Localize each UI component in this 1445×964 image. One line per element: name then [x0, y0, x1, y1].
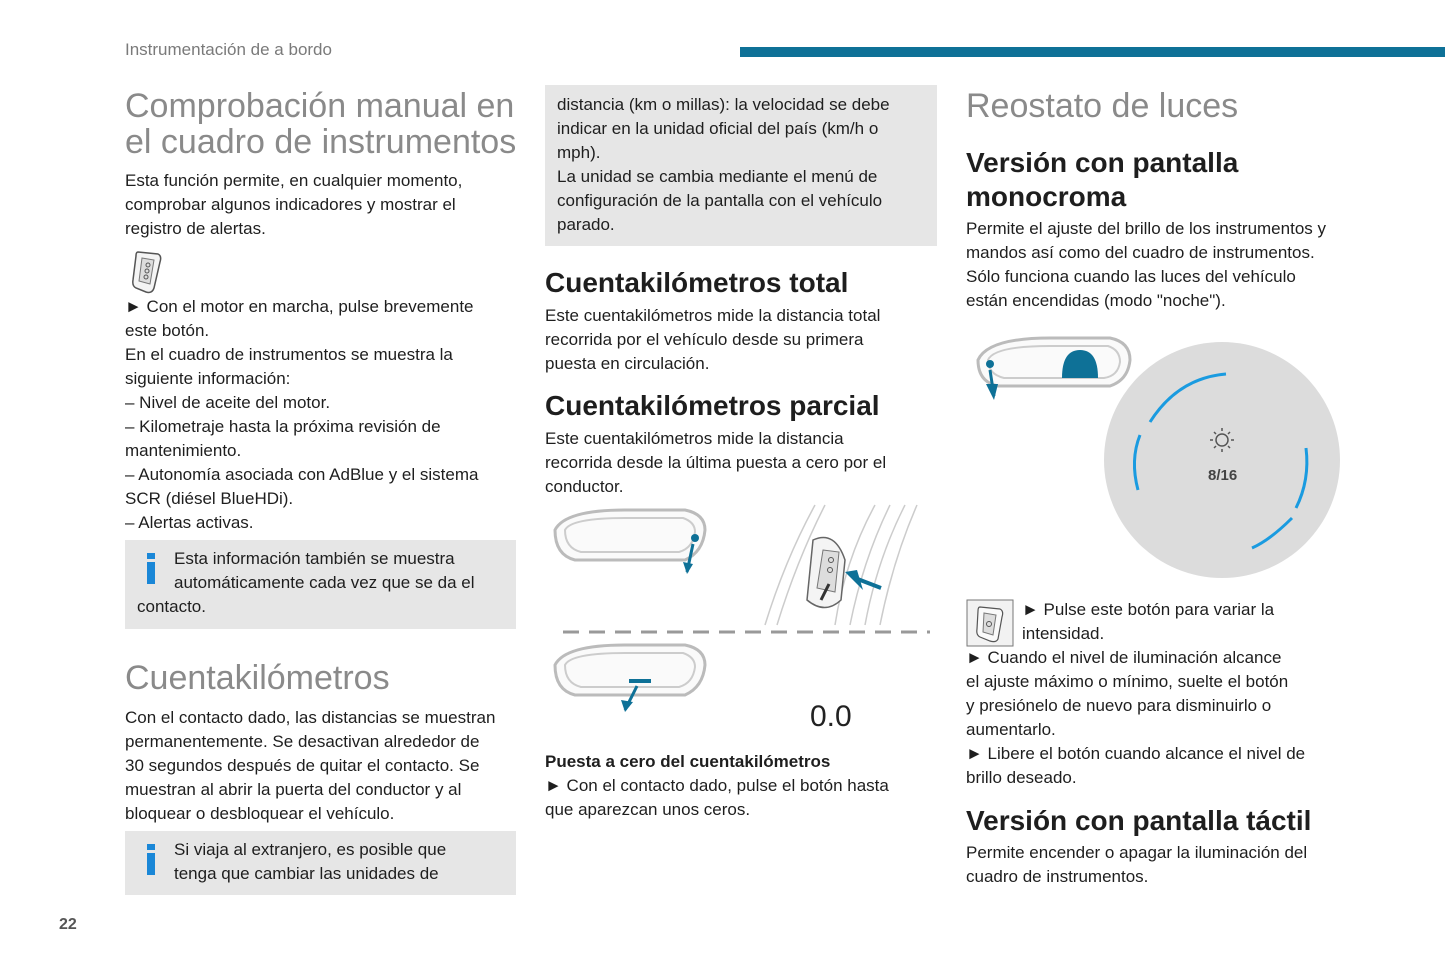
text-line: muestran al abrir la puerta del conductor y al — [125, 780, 462, 799]
text-line: Permite encender o apagar la iluminación del — [966, 843, 1308, 862]
text-line: Este cuentakilómetros mide la distancia total — [545, 306, 881, 325]
text-line: bloquear o desbloquear el vehículo. — [125, 804, 395, 823]
text-line: ► Cuando el nivel de iluminación alcance — [966, 648, 1282, 667]
text-line: recorrida por el vehículo desde su primera — [545, 330, 864, 349]
reset-text — [545, 774, 940, 822]
touch-version-text — [966, 841, 1366, 889]
text-line: parado. — [557, 215, 615, 234]
text-line: mandos así como del cuadro de instrumentos. — [966, 243, 1315, 262]
text-line: conductor. — [545, 477, 624, 496]
info-note-continued — [545, 85, 937, 246]
text-line: que aparezcan unos ceros. — [545, 800, 751, 819]
instrument-cluster-drawing — [555, 510, 705, 574]
text-line: puesta en circulación. — [545, 354, 710, 373]
mono-version-text — [966, 217, 1366, 313]
total-odometer-title: Cuentakilómetros total — [545, 267, 849, 298]
page-number: 22 — [59, 916, 77, 933]
text-line: – Kilometraje hasta la próxima revisión de — [125, 417, 441, 436]
text-line: tenga que cambiar las unidades de — [174, 864, 439, 883]
text-line: indicar en la unidad oficial del país (km/h o — [557, 119, 879, 138]
info-icon — [147, 853, 155, 875]
text-line: ► Libere el botón cuando alcance el nivel de — [966, 744, 1306, 763]
odometer-display-value: 0.0 — [810, 700, 852, 733]
rheostat-button-icon — [966, 599, 1014, 647]
title-line: monocroma — [966, 181, 1127, 212]
manual-check-intro — [125, 169, 525, 241]
title-line: Comprobación manual en — [125, 87, 515, 125]
brightness-dial — [1104, 342, 1340, 578]
text-line: distancia (km o millas): la velocidad se debe — [557, 95, 890, 114]
text-line: el ajuste máximo o mínimo, suelte el botón — [966, 672, 1289, 691]
info-note — [125, 540, 516, 629]
text-line: ► Pulse este botón para variar la — [1022, 600, 1275, 619]
text-line: ► Con el motor en marcha, pulse brevemente — [125, 297, 474, 316]
text-line: mantenimiento. — [125, 441, 242, 460]
manual-check-steps — [125, 295, 525, 535]
title-line: el cuadro de instrumentos — [125, 123, 517, 161]
total-odometer-text — [545, 304, 940, 376]
text-line: – Alertas activas. — [125, 513, 254, 532]
text-line: Esta función permite, en cualquier momento, — [125, 171, 463, 190]
partial-odometer-text — [545, 427, 940, 499]
rheostat-illustration — [970, 330, 1350, 585]
instrument-cluster-drawing — [978, 338, 1130, 400]
text-line: registro de alertas. — [125, 219, 266, 238]
text-line: Este cuentakilómetros mide la distancia — [545, 429, 844, 448]
text-line: recorrida desde la última puesta a cero por el — [545, 453, 887, 472]
section-header: Instrumentación de a bordo — [125, 40, 332, 59]
touch-version-title: Versión con pantalla táctil — [966, 805, 1312, 836]
mono-version-title — [966, 146, 1238, 214]
rheostat-title: Reostato de luces — [966, 87, 1239, 125]
text-line: intensidad. — [1022, 624, 1105, 643]
text-line: 30 segundos después de quitar el contacto. Se — [125, 756, 480, 775]
instrument-cluster-drawing — [555, 645, 705, 712]
text-line: están encendidas (modo "noche"). — [966, 291, 1226, 310]
text-line: SCR (diésel BlueHDi). — [125, 489, 294, 508]
title-line: Versión con pantalla — [966, 147, 1239, 178]
text-line: – Nivel de aceite del motor. — [125, 393, 331, 412]
info-note — [125, 831, 516, 895]
check-button-icon — [128, 248, 166, 296]
text-line: configuración de la pantalla con el vehículo — [557, 191, 883, 210]
text-line: comprobar algunos indicadores y mostrar el — [125, 195, 456, 214]
header-accent-bar — [740, 47, 1445, 57]
rheostat-steps — [966, 646, 1366, 790]
text-line: aumentarlo. — [966, 720, 1056, 739]
odometer-text — [125, 706, 525, 826]
text-line: Sólo funciona cuando las luces del vehículo — [966, 267, 1296, 286]
text-line: automáticamente cada vez que se da el — [174, 573, 475, 592]
manual-check-title — [125, 88, 525, 160]
text-line: permanentemente. Se desactivan alrededor de — [125, 732, 480, 751]
text-line: La unidad se cambia mediante el menú de — [557, 167, 878, 186]
text-line: cuadro de instrumentos. — [966, 867, 1149, 886]
text-line: mph). — [557, 143, 601, 162]
reset-title: Puesta a cero del cuentakilómetros — [545, 752, 831, 771]
text-line: siguiente información: — [125, 369, 291, 388]
text-line: y presiónelo de nuevo para disminuirlo o — [966, 696, 1272, 715]
text-line: Esta información también se muestra — [174, 549, 455, 568]
text-line: Si viaja al extranjero, es posible que — [174, 840, 447, 859]
odometer-title: Cuentakilómetros — [125, 659, 390, 697]
text-line: – Autonomía asociada con AdBlue y el sistema — [125, 465, 479, 484]
text-line: brillo deseado. — [966, 768, 1077, 787]
text-line: este botón. — [125, 321, 210, 340]
text-line: En el cuadro de instrumentos se muestra la — [125, 345, 453, 364]
odometer-reset-illustration — [545, 500, 940, 740]
text-line: contacto. — [137, 597, 206, 616]
dial-value: 8/16 — [1208, 467, 1238, 484]
partial-odometer-title: Cuentakilómetros parcial — [545, 390, 880, 421]
rheostat-press-text — [1022, 598, 1352, 646]
text-line: Con el contacto dado, las distancias se muestran — [125, 708, 496, 727]
text-line: Permite el ajuste del brillo de los instrumentos y — [966, 219, 1326, 238]
text-line: ► Con el contacto dado, pulse el botón hasta — [545, 776, 889, 795]
